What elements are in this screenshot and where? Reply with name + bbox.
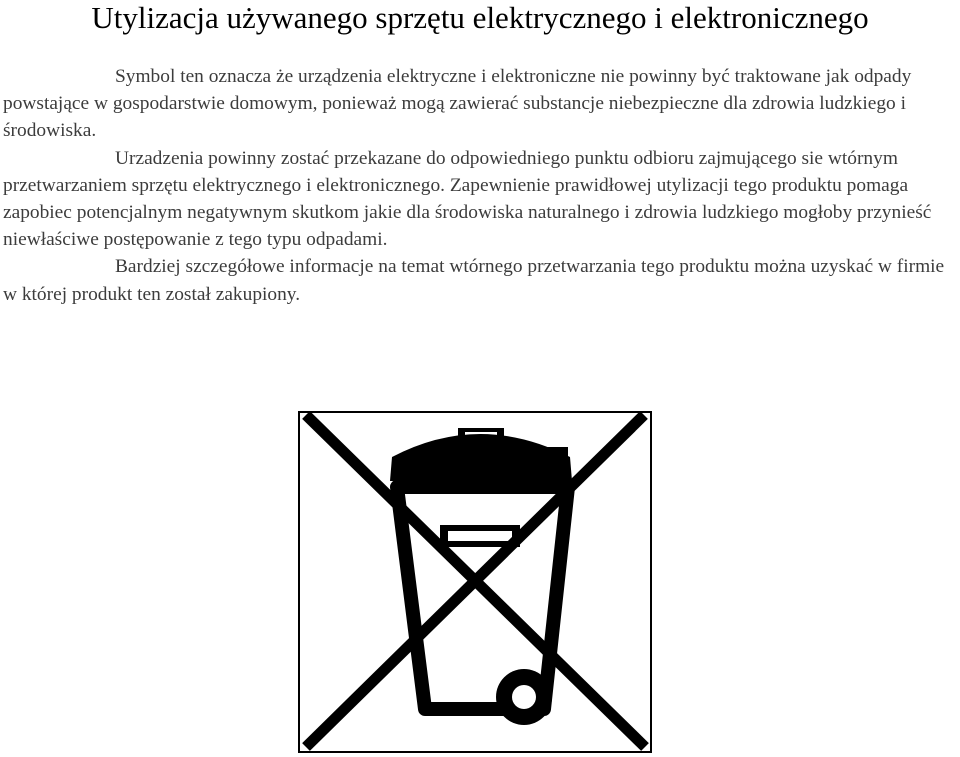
crossed-out-wheelie-bin-icon xyxy=(300,413,650,751)
paragraph-hazard-notice: Symbol ten oznacza że urządzenia elektryczne i elektroniczne nie powinny być traktowane jak odpady powstające w gospodarstwie domowym, ponieważ mogą zawierać substancje niebezpieczne dla zdrowia ludzkiego i środowiska. xyxy=(3,66,912,142)
document-body xyxy=(3,63,958,308)
paragraph-collection-point: Urzadzenia powinny zostać przekazane do odpowiedniego punktu odbioru zajmującego sie wtórnym przetwarzaniem sprzętu elektrycznego i elektronicznego. Zapewnienie prawidłowej utylizacji tego produktu pomaga zapobiec potencjalnym negatywnym skutkom jakie dla środowiska naturalnego i zdrowia ludzkiego mogłoby przynieść niewłaściwe postępowanie z tego typu odpadami. xyxy=(3,147,932,251)
page-title: Utylizacja używanego sprzętu elektrycznego i elektronicznego xyxy=(91,0,869,35)
weee-symbol-frame xyxy=(298,411,652,753)
paragraph-more-information: Bardziej szczegółowe informacje na temat wtórnego przetwarzania tego produktu można uzyskać w firmie w której produkt ten został zakupiony. xyxy=(3,256,945,305)
